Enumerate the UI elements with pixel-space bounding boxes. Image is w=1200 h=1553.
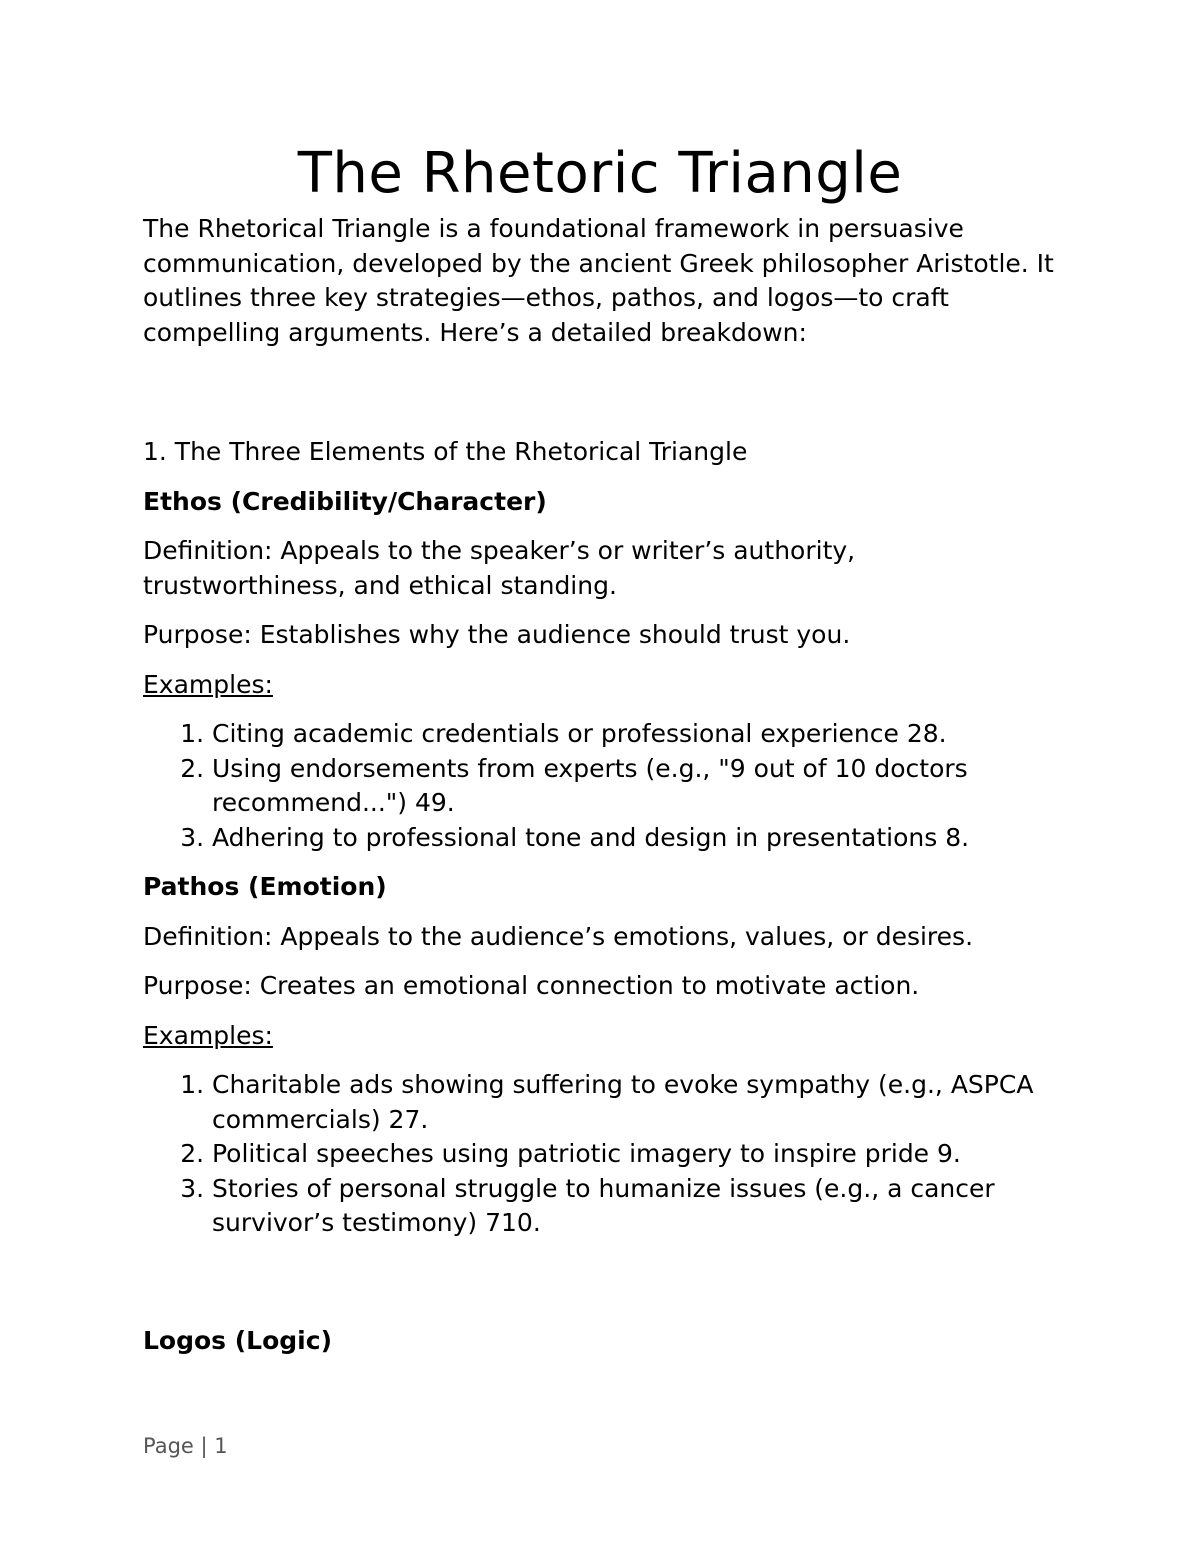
page-footer: Page | 1 — [143, 1434, 228, 1458]
pathos-examples-label: Examples: — [143, 1020, 273, 1050]
list-item: 1. Charitable ads showing suffering to evoke sympathy (e.g., ASPCA commercials) 27. — [212, 1068, 1063, 1137]
logos-heading: Logos (Logic) — [143, 1325, 333, 1355]
list-item: 3. Adhering to professional tone and design in presentations 8. — [212, 821, 1063, 856]
list-item: 3. Stories of personal struggle to humanize issues (e.g., a cancer survivor’s testimony) 710. — [212, 1172, 1063, 1241]
pathos-examples-list — [143, 1068, 1063, 1241]
document-title: The Rhetoric Triangle — [297, 141, 903, 206]
list-item: 2. Using endorsements from experts (e.g., "9 out of 10 doctors recommend...") 49. — [212, 752, 1063, 821]
document-body — [143, 212, 1063, 1373]
section-heading: 1. The Three Elements of the Rhetorical Triangle — [143, 437, 748, 466]
ethos-examples-label: Examples: — [143, 669, 273, 699]
pathos-purpose: Purpose: Creates an emotional connection to motivate action. — [143, 971, 920, 1000]
list-item: 2. Political speeches using patriotic imagery to inspire pride 9. — [212, 1137, 1063, 1172]
ethos-definition: Definition: Appeals to the speaker’s or writer’s authority, trustworthiness, and ethical standing. — [143, 536, 856, 600]
list-item: 1. Citing academic credentials or professional experience 28. — [212, 717, 1063, 752]
ethos-heading: Ethos (Credibility/Character) — [143, 486, 547, 516]
ethos-examples-list — [143, 717, 1063, 855]
blank-line — [143, 1256, 1063, 1324]
blank-line — [143, 365, 1063, 435]
intro-paragraph: The Rhetorical Triangle is a foundational framework in persuasive communication, developed by the ancient Greek philosopher Aristotle. It outlines three key strategies—ethos, pathos, and logos—to craft compelling arguments. Here’s a detailed breakdown: — [143, 214, 1054, 347]
pathos-heading: Pathos (Emotion) — [143, 872, 387, 901]
pathos-definition: Definition: Appeals to the audience’s emotions, values, or desires. — [143, 921, 974, 951]
ethos-purpose: Purpose: Establishes why the audience should trust you. — [143, 620, 851, 649]
